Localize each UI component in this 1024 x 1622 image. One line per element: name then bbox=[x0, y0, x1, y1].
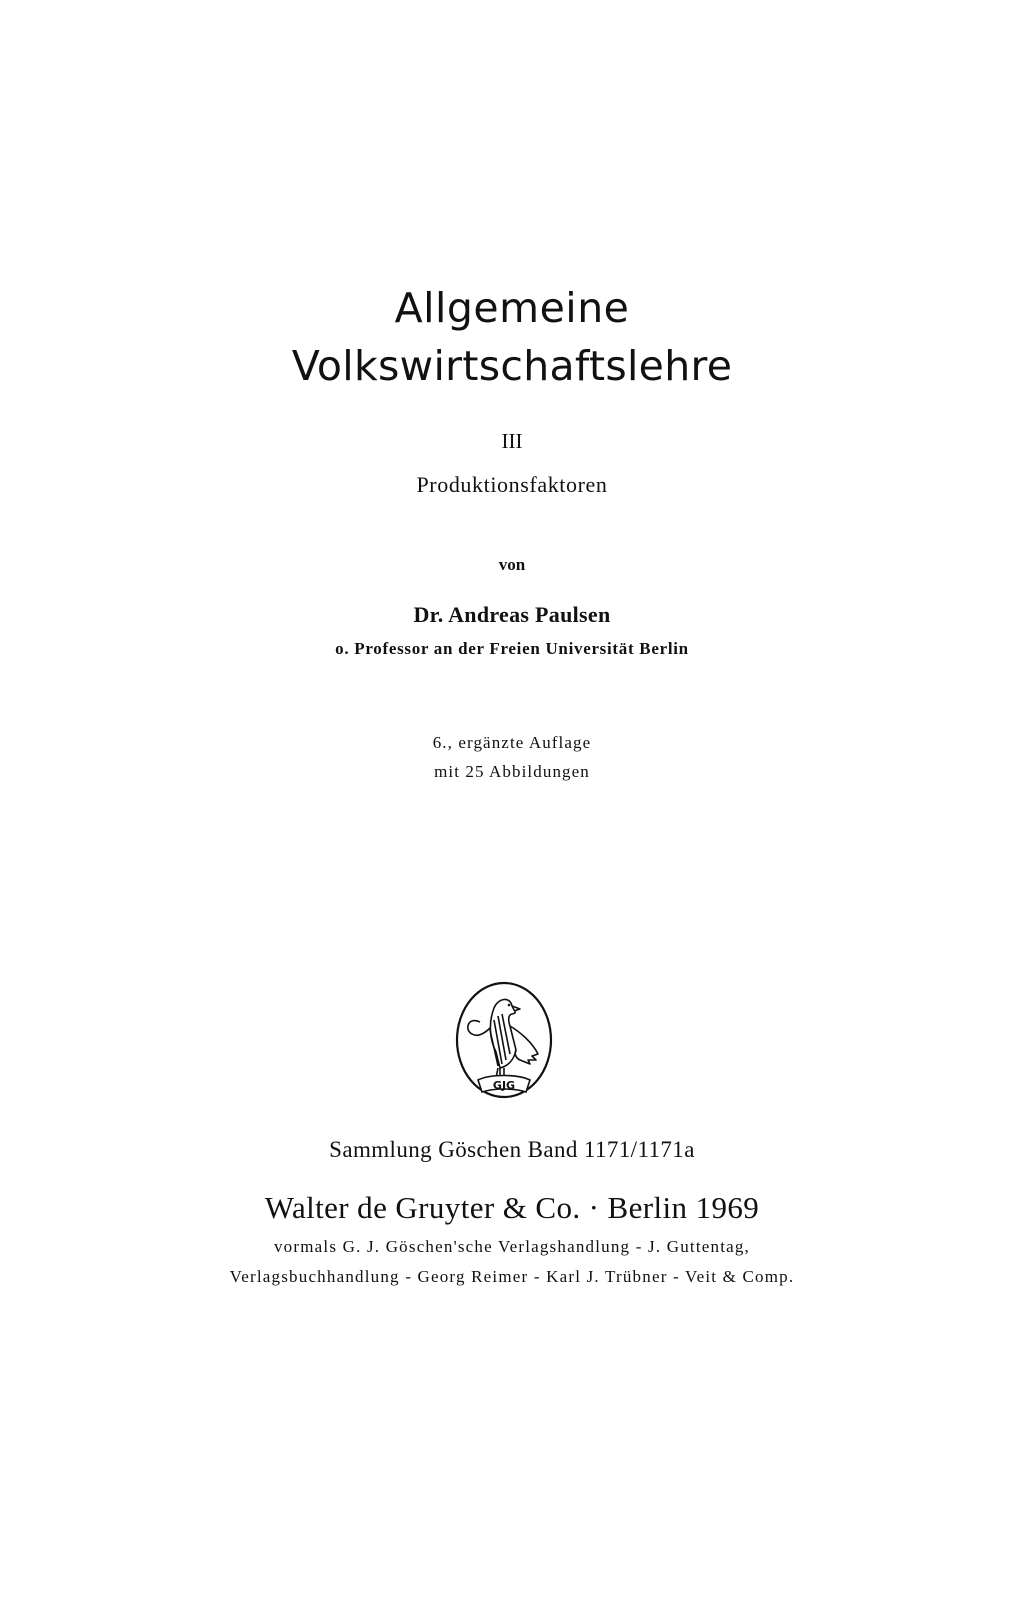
series-note: Sammlung Göschen Band 1171/1171a bbox=[329, 1137, 695, 1162]
by-label: von bbox=[498, 555, 526, 574]
publisher-imprint: Walter de Gruyter & Co. · Berlin 1969 bbox=[264, 1190, 760, 1225]
subtitle: Produktionsfaktoren bbox=[416, 472, 608, 497]
book-title-line-1: Allgemeine bbox=[394, 284, 630, 332]
author-affiliation: o. Professor an der Freien Universität Berlin bbox=[335, 639, 689, 658]
volume-number: III bbox=[501, 429, 523, 453]
logo-monogram: GJG bbox=[492, 1079, 516, 1092]
former-publishers-line-1: vormals G. J. Göschen'sche Verlagshandlung - J. Guttentag, bbox=[273, 1237, 751, 1256]
edition-note: 6., ergänzte Auflage bbox=[432, 733, 592, 752]
author-name: Dr. Andreas Paulsen bbox=[413, 602, 611, 627]
book-title-line-2: Volkswirtschaftslehre bbox=[291, 342, 733, 390]
eagle-emblem-icon bbox=[454, 980, 554, 1100]
former-publishers-line-2: Verlagsbuchhandlung - Georg Reimer - Karl J. Trübner - Veit & Comp. bbox=[229, 1267, 795, 1286]
illustrations-note: mit 25 Abbildungen bbox=[434, 762, 590, 781]
